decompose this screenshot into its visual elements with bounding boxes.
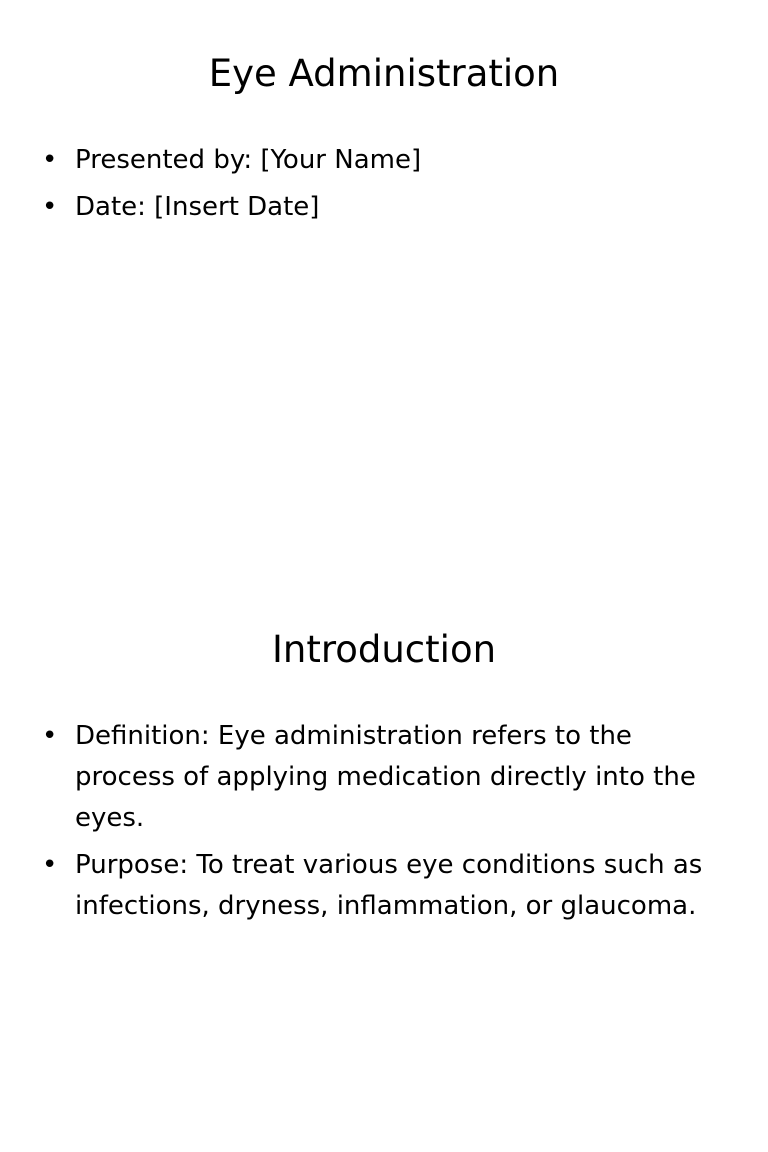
slide-title: Introduction <box>271 628 497 671</box>
bullet-icon: • <box>42 192 58 222</box>
bullet-item <box>38 716 718 839</box>
bullet-icon: • <box>42 145 58 175</box>
bullet-item <box>38 140 718 181</box>
bullet-item <box>38 187 718 228</box>
bullet-icon: • <box>42 850 58 880</box>
bullet-list <box>38 140 718 234</box>
bullet-icon: • <box>42 721 58 751</box>
bullet-item <box>38 845 718 927</box>
bullet-text: Date: [Insert Date] <box>75 192 320 222</box>
bullet-text: Purpose: To treat various eye conditions such as infections, dryness, inflammation, or glaucoma. <box>75 850 703 921</box>
slide-introduction <box>0 576 768 1152</box>
slide-title: Eye Administration <box>208 52 560 95</box>
bullet-text: Presented by: [Your Name] <box>75 145 422 175</box>
bullet-text: Definition: Eye administration refers to the process of applying medication directly into the eyes. <box>75 721 696 833</box>
bullet-list <box>38 716 718 933</box>
